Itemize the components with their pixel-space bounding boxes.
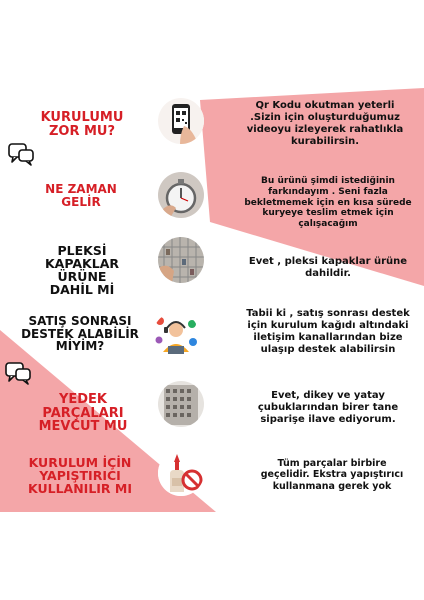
faq-answer: Tabii ki , satış sonrası destek için kurulum kağıdı altındaki iletişim kanallarından bize ulaşıp destek alabilirsin <box>246 308 410 355</box>
support-icon <box>153 312 199 358</box>
stopwatch-icon <box>158 172 204 218</box>
faq-question: KURULUMU ZOR MU? <box>40 110 124 139</box>
chat-bubble-icon <box>7 142 35 168</box>
rack-icon <box>158 381 204 427</box>
no-glue-icon <box>158 450 204 496</box>
faq-answer: Evet , pleksi kapaklar ürüne dahildir. <box>248 256 408 279</box>
phone-qr-icon <box>158 98 204 144</box>
faq-question: KURULUM İÇİN YAPIŞTIRICI KULLANILIR MI <box>27 455 133 497</box>
faq-answer: Qr Kodu okutman yeterli .Sizin için oluşturduğumuz videoyu izleyerek rahatlıkla kurabilirsin. <box>246 100 404 147</box>
faq-question: YEDEK PARÇALARI MEVCUT MU <box>38 392 128 435</box>
faq-answer: Bu ürünü şimdi istediğinin farkındayım . Seni fazla bekletmemek için en kısa sürede kuryeye teslim etmek için çalışacağım <box>244 176 412 230</box>
faq-question: SATIŞ SONRASI DESTEK ALABİLİR MİYİM? <box>21 314 139 354</box>
faq-answer: Evet, dikey ve yatay çubuklarından birer tane siparişe ilave ediyorum. <box>257 390 399 425</box>
faq-question: PLEKSİ KAPAKLAR ÜRÜNE DAHİL Mİ <box>45 243 119 298</box>
faq-answer: Tüm parçalar birbire geçelidir. Ekstra yapıştırıcı kullanmana gerek yok <box>260 458 404 492</box>
shelf-icon <box>158 237 204 283</box>
chat-bubble-icon <box>4 361 32 387</box>
faq-question: NE ZAMAN GELİR <box>45 182 117 209</box>
